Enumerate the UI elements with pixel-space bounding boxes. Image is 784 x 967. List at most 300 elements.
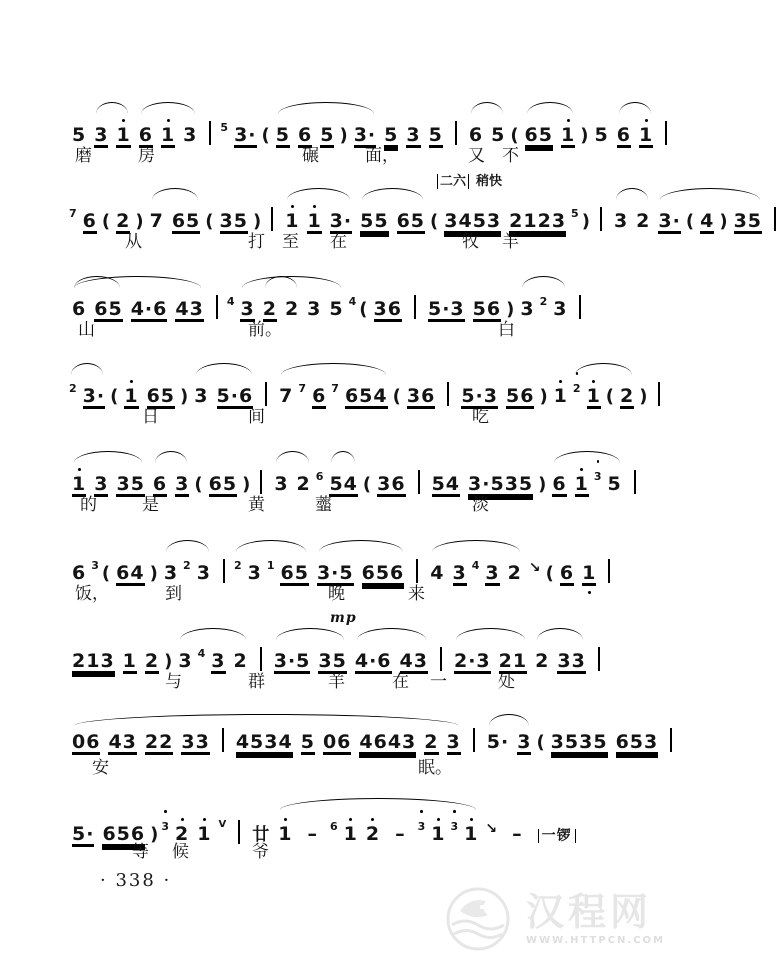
note-token: 656: [102, 823, 146, 845]
note-token: 6: [312, 385, 327, 407]
note-token: 65: [208, 473, 238, 495]
note-token: 2: [69, 382, 78, 395]
octave-dot-above-icon: [371, 818, 374, 821]
note-token: 6: [616, 124, 631, 146]
slur-arc-icon: [276, 628, 344, 640]
note-token: 1: [587, 387, 601, 406]
note-token: 653: [615, 731, 659, 753]
barline: [260, 647, 262, 671]
note-token: 1: [285, 212, 299, 231]
lyric-syllable: 日: [142, 407, 159, 427]
note-token: 3·: [353, 124, 377, 146]
note-token: 1: [72, 475, 86, 494]
barline: [271, 207, 273, 231]
lyric-syllable: 羊: [328, 672, 345, 692]
note-token: 2: [175, 825, 189, 844]
note-token: 33: [181, 731, 210, 753]
note-token: –: [512, 823, 523, 845]
note-token: 4: [430, 562, 445, 584]
notes-row: [68, 538, 643, 594]
lyric-syllable: 在: [392, 672, 409, 692]
notes-row: [68, 712, 659, 768]
note-token: 65: [94, 298, 123, 320]
slur-arc-icon: [166, 540, 209, 552]
note-token: ): [149, 563, 159, 584]
note-token: 6: [138, 124, 153, 146]
note-token: ): [150, 824, 160, 845]
note-token: (: [536, 732, 546, 753]
octave-dot-above-icon: [592, 380, 595, 383]
note-token: 33: [557, 650, 586, 672]
note-token: 3453: [444, 210, 502, 232]
octave-dot-above-icon: [437, 818, 440, 821]
note-token: 1: [278, 825, 292, 844]
note-token: 3·: [658, 210, 681, 232]
lyric-syllable: 吃: [472, 407, 489, 427]
note-token: 2: [636, 210, 651, 232]
lyric-syllable: 从: [125, 232, 142, 252]
note-token: 5·3: [427, 298, 465, 320]
note-token: 2: [144, 650, 160, 672]
note-token: 55: [360, 210, 389, 232]
watermark: [442, 885, 665, 953]
note-token: –: [395, 823, 406, 845]
octave-dot-above-icon: [580, 468, 583, 471]
barline: [216, 295, 218, 319]
note-token: 3: [175, 473, 190, 495]
note-token: 3: [553, 298, 568, 320]
note-token: (: [430, 211, 440, 232]
note-token: 5: [72, 124, 87, 146]
music-system: [68, 610, 643, 710]
slur-arc-icon: [619, 102, 651, 114]
barline: [209, 121, 211, 145]
note-token: 1: [575, 475, 589, 494]
slur-arc-icon: [489, 714, 529, 726]
slur-arc-icon: [522, 276, 565, 288]
barline: [670, 728, 672, 752]
octave-dot-above-icon: [420, 810, 423, 813]
note-token: 3: [594, 465, 603, 484]
note-token: 6: [152, 473, 168, 495]
lyric-syllable: 在: [330, 232, 347, 252]
lyric-syllable: 磨: [75, 146, 92, 166]
note-token: 2: [233, 650, 248, 672]
note-token: ): [180, 386, 190, 407]
lyric-syllable: 不: [502, 146, 519, 166]
notes-row: [68, 186, 763, 242]
note-token: 1: [431, 825, 445, 844]
notes-row: [68, 796, 643, 852]
note-token: ): [242, 474, 252, 495]
slur-arc-icon: [456, 628, 525, 640]
note-token: 6: [559, 562, 575, 584]
lyric-syllable: 到: [165, 584, 182, 604]
note-token: 3: [274, 473, 289, 495]
note-token: 3: [91, 559, 100, 572]
note-token: 4: [471, 559, 481, 572]
note-token: ): [639, 386, 649, 407]
slur-arc-icon: [180, 628, 246, 640]
note-token: (: [110, 386, 120, 407]
note-token: 3: [240, 298, 255, 320]
note-token: 5·: [486, 731, 510, 753]
note-token: 6: [315, 470, 325, 483]
note-token: 3: [183, 124, 198, 146]
note-token: 5: [384, 124, 399, 146]
note-token: 54: [329, 473, 358, 495]
note-token: 7: [279, 385, 294, 407]
note-token: 56: [505, 385, 535, 407]
note-token: 5·: [72, 823, 95, 845]
note-token: 35: [219, 210, 248, 232]
note-token: 6: [72, 562, 87, 584]
note-token: 3·: [234, 124, 257, 146]
note-token: 213: [72, 650, 115, 672]
lyric-syllable: 打: [248, 232, 265, 252]
lyric-syllable: 面，: [365, 146, 399, 166]
note-token: 3: [452, 562, 467, 584]
note-token: 1: [561, 126, 575, 145]
note-token: 5: [329, 298, 344, 320]
note-token: 2123: [509, 210, 567, 232]
slur-arc-icon: [196, 363, 252, 375]
slur-arc-icon: [281, 363, 386, 375]
note-token: 43: [399, 650, 428, 672]
lyric-syllable: 处: [498, 672, 515, 692]
slur-arc-icon: [287, 188, 350, 200]
barline: [265, 382, 267, 406]
slur-arc-icon: [527, 102, 573, 114]
note-token: 7: [149, 210, 164, 232]
lyric-syllable: 晚: [328, 584, 345, 604]
note-token: 65: [280, 562, 309, 584]
watermark-site-url: WWW.HTTPCN.COM: [526, 934, 665, 946]
barline: [608, 559, 610, 583]
barline: [260, 470, 262, 494]
note-token: 廿: [252, 825, 271, 845]
note-token: ): [539, 386, 549, 407]
note-token: 3: [163, 562, 179, 584]
note-token: 22: [144, 731, 174, 753]
lyric-syllable: 饭，: [75, 584, 109, 604]
note-token: 5: [320, 124, 335, 146]
note-token: 1: [124, 387, 138, 406]
note-token: 64: [116, 562, 145, 584]
note-token: 5: [220, 121, 230, 134]
banshi-box: 二六: [437, 174, 469, 189]
note-token: 1: [639, 126, 653, 145]
note-token: (: [510, 125, 520, 146]
lyric-syllable: 羊: [502, 232, 519, 252]
barline: [455, 121, 457, 145]
note-token: 3·: [329, 210, 353, 232]
lyric-syllable: 淡: [472, 495, 489, 515]
note-token: –: [307, 823, 318, 845]
lyric-syllable: 群: [248, 672, 265, 692]
note-token: 3: [307, 298, 322, 320]
music-system: [68, 449, 643, 533]
note-token: 1: [266, 559, 276, 572]
octave-dot-above-icon: [470, 818, 473, 821]
note-token: 3: [613, 210, 629, 232]
slur-arc-icon: [357, 628, 426, 640]
note-token: 5: [491, 124, 506, 146]
lyric-syllable: 来: [408, 584, 425, 604]
octave-dot-above-icon: [559, 380, 562, 383]
note-token: 36: [406, 385, 436, 407]
note-token: 4·6: [354, 650, 392, 672]
octave-dot-above-icon: [167, 119, 170, 122]
lyric-syllable: 至: [282, 232, 299, 252]
lyric-syllable: 爷: [252, 842, 269, 862]
note-token: 6: [552, 473, 567, 495]
slur-arc-icon: [660, 188, 760, 200]
music-system: [68, 100, 654, 184]
note-token: 1: [122, 650, 137, 672]
note-token: (: [101, 211, 112, 232]
note-token: 5: [300, 731, 315, 753]
note-token: (: [194, 474, 204, 495]
note-token: 5: [607, 473, 622, 495]
slur-arc-icon: [554, 451, 620, 463]
note-token: 2·3: [453, 650, 491, 672]
lyric-syllable: 山: [78, 320, 95, 340]
note-token: 35: [733, 210, 763, 232]
note-token: 3: [485, 562, 500, 584]
note-token: 21: [498, 650, 528, 672]
watermark-site-name: 汉程网: [526, 888, 653, 934]
barline: [440, 647, 442, 671]
lyric-syllable: 黄: [248, 495, 265, 515]
barline: [658, 382, 660, 406]
watermark-logo-icon: [442, 885, 516, 953]
note-token: ): [135, 211, 145, 232]
barline: [238, 820, 240, 844]
note-token: 06: [322, 731, 352, 753]
note-token: 7: [298, 382, 308, 395]
barline: [416, 559, 418, 583]
note-token: 3: [520, 298, 535, 320]
lyric-syllable: 眠。: [418, 758, 452, 778]
note-token: 2: [539, 295, 549, 308]
note-token: 3: [450, 815, 459, 834]
lyric-syllable: 与: [165, 672, 182, 692]
note-token: 6: [329, 820, 339, 833]
note-token: 35: [116, 473, 145, 495]
barline: [223, 559, 225, 583]
note-token: (: [101, 563, 112, 584]
note-token: 4: [226, 295, 236, 308]
note-token: 1: [197, 825, 211, 844]
note-token: (: [362, 474, 373, 495]
slur-arc-icon: [319, 540, 403, 552]
note-token: ): [580, 125, 590, 146]
slur-arc-icon: [236, 540, 306, 552]
barline: [598, 647, 600, 671]
lyric-syllable: 碾: [302, 146, 319, 166]
note-token: ): [581, 211, 591, 232]
lyric-syllable: 又: [468, 146, 485, 166]
note-token: ): [506, 299, 516, 320]
barline: [222, 728, 224, 752]
octave-dot-above-icon: [284, 818, 287, 821]
note-token: 2: [573, 377, 582, 396]
note-token: 65: [146, 385, 176, 407]
slur-arc-icon: [362, 188, 423, 200]
note-token: ↘: [485, 821, 499, 837]
note-token: 4: [700, 210, 715, 232]
note-token: 6: [82, 210, 97, 232]
barline: [414, 295, 416, 319]
note-token: 2: [620, 385, 635, 407]
octave-dot-above-icon: [164, 810, 167, 813]
note-token: 3: [517, 731, 532, 753]
music-system: [68, 274, 643, 358]
note-token: 7: [69, 207, 78, 220]
note-token: 一锣: [538, 825, 576, 844]
octave-dot-above-icon: [453, 810, 456, 813]
slur-arc-icon: [155, 451, 187, 463]
note-token: 4: [197, 647, 207, 660]
note-token: 3·5: [316, 562, 354, 584]
note-token: 1: [554, 387, 568, 406]
octave-dot-above-icon: [181, 818, 184, 821]
note-token: V: [218, 819, 228, 830]
note-token: ↘: [528, 560, 542, 576]
note-token: (: [261, 125, 271, 146]
note-token: 3: [94, 124, 109, 146]
note-token: 3: [196, 562, 211, 584]
lyric-syllable: 安: [92, 758, 109, 778]
slur-arc-icon: [537, 628, 583, 640]
lyric-syllable: 是: [142, 495, 159, 515]
note-token: 6: [468, 124, 484, 146]
page-number: · 338 ·: [100, 870, 172, 891]
music-system: [68, 174, 763, 270]
music-system: [68, 796, 643, 880]
octave-dot-above-icon: [313, 205, 316, 208]
barline: [418, 470, 420, 494]
barline: [634, 470, 636, 494]
notes-row: [68, 626, 643, 682]
note-token: 3: [211, 650, 226, 672]
note-token: 3: [178, 650, 193, 672]
note-token: 3·535: [468, 473, 534, 495]
octave-dot-above-icon: [291, 205, 294, 208]
note-token: ): [538, 474, 548, 495]
slur-arc-icon: [280, 798, 476, 810]
note-token: 3535: [550, 731, 608, 753]
note-token: 2: [284, 298, 300, 320]
note-token: 3: [161, 815, 170, 834]
note-token: 654: [344, 385, 388, 407]
note-token: 5·3: [461, 385, 498, 407]
note-token: 3: [418, 815, 427, 834]
note-token: 54: [431, 473, 461, 495]
note-token: (: [392, 386, 402, 407]
note-token: 3: [406, 124, 421, 146]
octave-dot-above-icon: [349, 818, 352, 821]
slur-arc-icon: [276, 451, 309, 463]
note-token: 4: [348, 295, 358, 308]
note-token: ): [252, 211, 263, 232]
note-token: 35: [318, 650, 347, 672]
note-token: 3·: [82, 385, 106, 407]
note-token: 5: [275, 124, 290, 146]
slur-arc-icon: [74, 451, 142, 463]
music-system: [68, 712, 659, 796]
octave-dot-above-icon: [645, 119, 648, 122]
note-token: 3: [194, 385, 209, 407]
note-token: 65: [396, 210, 426, 232]
lyric-syllable: 房: [138, 146, 155, 166]
note-token: 2: [262, 298, 277, 320]
note-token: (: [605, 386, 616, 407]
slur-arc-icon: [74, 714, 459, 726]
note-token: 5: [594, 124, 609, 146]
lyric-syllable: 牧: [462, 232, 479, 252]
note-token: 65: [171, 210, 201, 232]
tempo-marking: 二六 稍快: [437, 170, 502, 189]
note-token: ): [164, 651, 174, 672]
note-token: 5·6: [216, 385, 254, 407]
note-token: 4·6: [130, 298, 168, 320]
note-token: 3: [94, 473, 109, 495]
slur-arc-icon: [278, 102, 374, 114]
music-system: [68, 361, 649, 445]
slur-arc-icon: [96, 102, 128, 114]
note-token: 2: [424, 731, 439, 753]
note-token: 6: [72, 298, 87, 320]
note-token: 1: [307, 212, 321, 231]
note-token: 3: [446, 731, 461, 753]
note-token: ): [339, 125, 349, 146]
note-token: 43: [108, 731, 137, 753]
octave-dot-above-icon: [78, 468, 81, 471]
note-token: 7: [331, 382, 340, 395]
slur-arc-icon: [471, 102, 503, 114]
slur-arc-icon: [71, 363, 103, 375]
barline: [774, 207, 776, 231]
lyric-syllable: 间: [248, 407, 265, 427]
lyric-syllable: 虀: [315, 495, 332, 515]
octave-dot-above-icon: [122, 119, 125, 122]
slur-arc-icon: [432, 540, 520, 552]
note-token: (: [685, 211, 696, 232]
note-token: 2: [183, 559, 192, 572]
note-token: 6: [297, 124, 313, 146]
lyric-syllable: 前。: [248, 320, 282, 340]
slur-arc-icon: [141, 102, 195, 114]
note-token: 1: [464, 825, 478, 844]
note-token: (: [359, 299, 369, 320]
note-token: 2: [116, 210, 131, 232]
dynamics-marking: mp: [330, 610, 357, 626]
note-token: (: [205, 211, 215, 232]
slur-arc-icon: [331, 451, 355, 463]
barline: [665, 121, 667, 145]
note-token: ): [719, 211, 729, 232]
note-token: 5: [571, 207, 580, 220]
note-token: 2: [535, 650, 550, 672]
note-token: 2: [296, 473, 311, 495]
note-token: 65: [524, 124, 553, 146]
barline: [447, 382, 449, 406]
barline: [579, 295, 581, 319]
slur-arc-icon: [152, 188, 198, 200]
note-token: 1: [582, 564, 596, 583]
